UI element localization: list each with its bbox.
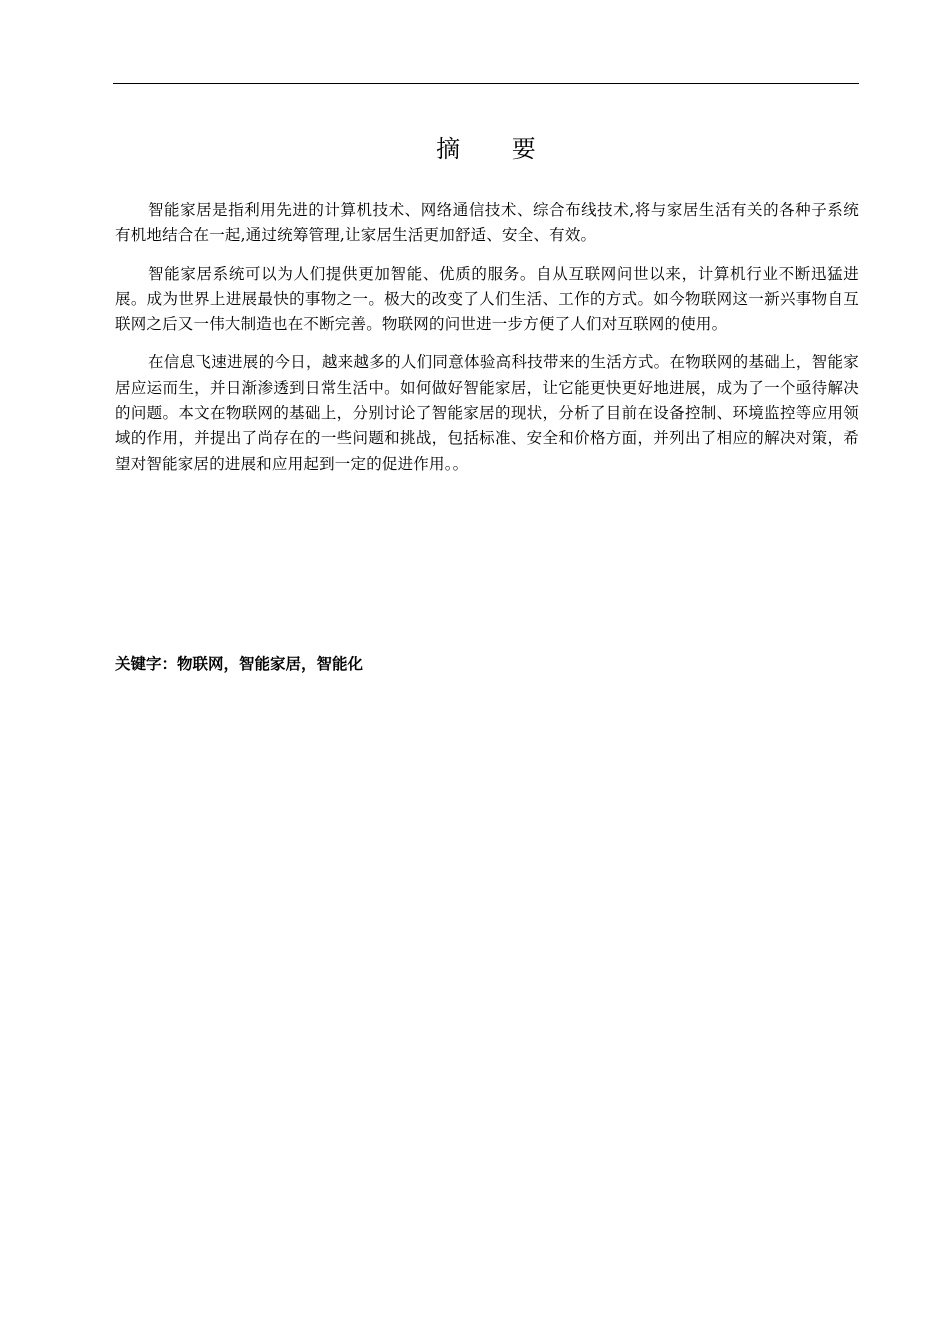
abstract-body <box>115 198 859 490</box>
abstract-paragraph-3: 在信息飞速进展的今日，越来越多的人们同意体验高科技带来的生活方式。在物联网的基础上，智能家居应运而生，并日渐渗透到日常生活中。如何做好智能家居，让它能更快更好地进展，成为了一个亟待解决的问题。本文在物联网的基础上，分别讨论了智能家居的现状，分析了目前在设备控制、环境监控等应用领域的作用，并提出了尚存在的一些问题和挑战，包括标准、安全和价格方面，并列出了相应的解决对策，希望对智能家居的进展和应用起到一定的促进作用。。 <box>115 353 859 473</box>
keywords-line: 关键字：物联网，智能家居，智能化 <box>115 655 364 673</box>
abstract-paragraph-2: 智能家居系统可以为人们提供更加智能、优质的服务。自从互联网问世以来，计算机行业不断迅猛进展。成为世界上进展最快的事物之一。极大的改变了人们生活、工作的方式。如今物联网这一新兴事物自互联网之后又一伟大制造也在不断完善。物联网的问世进一步方便了人们对互联网的使用。 <box>115 264 859 334</box>
abstract-paragraph-1: 智能家居是指利用先进的计算机技术、网络通信技术、综合布线技术,将与家居生活有关的各种子系统有机地结合在一起,通过统筹管理,让家居生活更加舒适、安全、有效。 <box>115 201 859 245</box>
abstract-title: 摘 要 <box>436 135 558 163</box>
header-rule <box>113 83 859 84</box>
